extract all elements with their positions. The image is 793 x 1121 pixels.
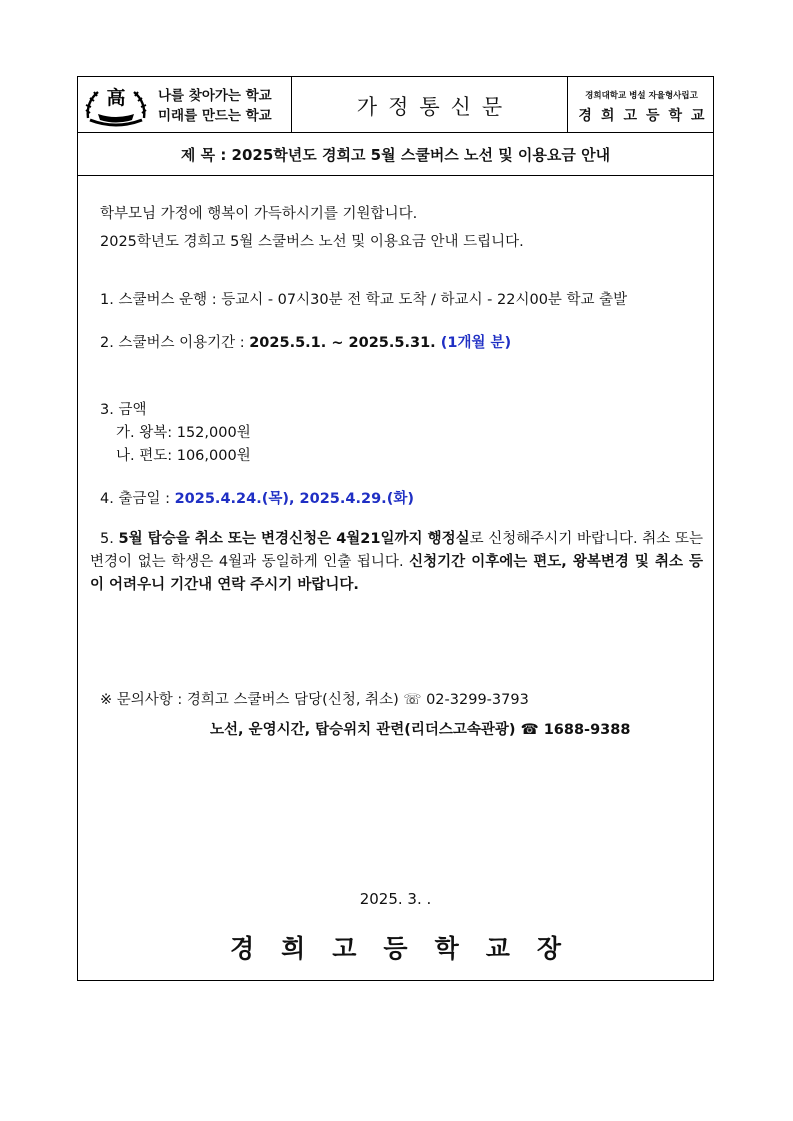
contact-bus-company: 노선, 운영시간, 탑승위치 관련(리더스고속관광) ☎ 1688-9388 bbox=[210, 722, 631, 738]
principal-signature: 경희고등학교장 bbox=[229, 934, 589, 963]
item-usage-period bbox=[100, 331, 511, 352]
newsletter-frame bbox=[77, 76, 714, 981]
motto-line-1: 나를 찾아가는 학교 bbox=[158, 88, 272, 104]
period-value: 2025.5.1. ~ 2025.5.31. bbox=[249, 335, 441, 351]
letterhead-title-cell bbox=[292, 77, 568, 132]
item-withdrawal-date bbox=[100, 487, 414, 508]
item-bus-operation: 1. 스쿨버스 운행 : 등교시 - 07시30분 전 학교 도착 / 하교시 - 22시00분 학교 출발 bbox=[100, 292, 628, 308]
fee-oneway: 나. 편도: 106,000원 bbox=[116, 448, 251, 464]
issue-date: 2025. 3. . bbox=[359, 890, 432, 908]
subject-title: 제 목 : 2025학년도 경희고 5월 스쿨버스 노선 및 이용요금 안내 bbox=[180, 146, 611, 164]
withdrawal-dates: 2025.4.24.(목), 2025.4.29.(화) bbox=[174, 491, 414, 507]
period-note: (1개월 분) bbox=[440, 335, 512, 351]
emblem-glyph: 高 bbox=[106, 87, 126, 109]
period-label: 2. 스쿨버스 이용기간 : bbox=[100, 335, 250, 351]
letterhead-school-cell bbox=[568, 77, 715, 132]
notice-number: 5. bbox=[100, 531, 119, 547]
notice-deadline: 5월 탑승을 취소 또는 변경신청은 4월21일까지 행정실 bbox=[118, 531, 470, 547]
school-emblem-logo bbox=[84, 80, 148, 128]
greeting-line-1: 학부모님 가정에 행복이 가득하시기를 기원합니다. bbox=[100, 206, 418, 222]
notice-warning: 신청기간 이후에는 편도, 왕복변경 및 취소 등이 어려우니 기간내 연락 주시기 바랍니다. bbox=[90, 554, 704, 593]
notice-body: 로 신청해주시기 바랍니다. 취소 또는 변경이 없는 학생은 4월과 동일하게 인출 됩니다. bbox=[90, 531, 703, 570]
letterhead bbox=[78, 77, 713, 133]
school-name: 경희고등학교 bbox=[578, 108, 714, 124]
letterhead-motto-cell bbox=[78, 77, 292, 132]
motto-line-2: 미래를 만드는 학교 bbox=[158, 108, 272, 124]
subject-row bbox=[78, 132, 713, 176]
school-affiliation: 경희대학교 병설 자율형사립고 bbox=[585, 91, 698, 101]
withdrawal-label: 4. 출금일 : bbox=[100, 491, 175, 507]
greeting-line-2: 2025학년도 경희고 5월 스쿨버스 노선 및 이용요금 안내 드립니다. bbox=[100, 234, 524, 250]
fee-roundtrip: 가. 왕복: 152,000원 bbox=[116, 425, 251, 441]
item-cancellation-notice bbox=[90, 528, 703, 597]
contact-school: ※ 문의사항 : 경희고 스쿨버스 담당(신청, 취소) ☏ 02-3299-3793 bbox=[100, 692, 529, 708]
publication-title: 가정통신문 bbox=[356, 95, 514, 119]
item-fee-label: 3. 금액 bbox=[100, 402, 147, 418]
